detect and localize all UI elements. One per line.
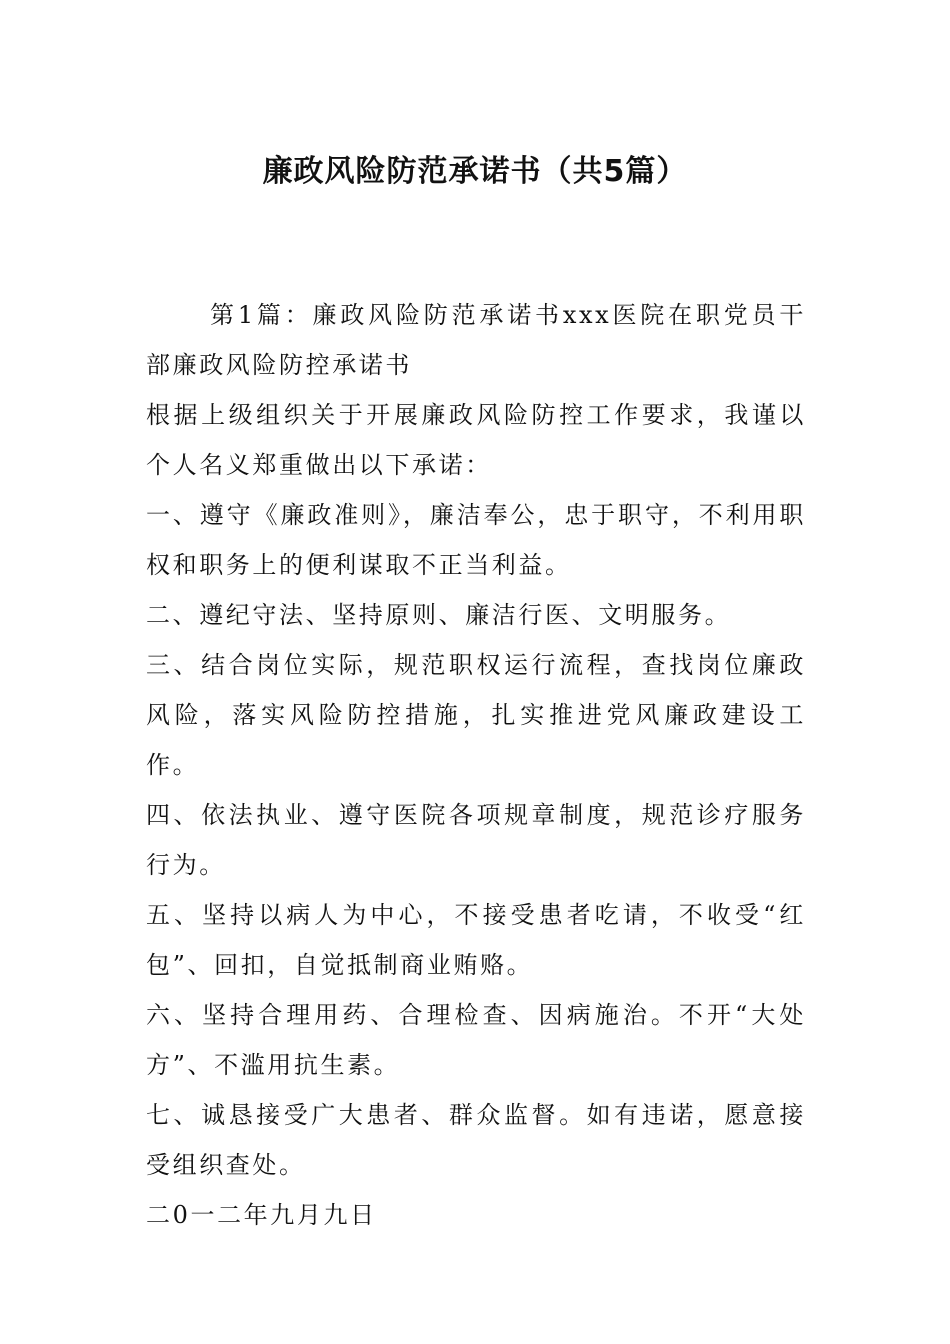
paragraph-item-1: 一、遵守《廉政准则》，廉洁奉公，忠于职守，不利用职权和职务上的便利谋取不正当利益。: [146, 501, 806, 579]
paragraph-item-7: 七、诚恳接受广大患者、群众监督。如有违诺，愿意接受组织查处。: [146, 1101, 806, 1179]
document-body: [146, 290, 806, 1240]
paragraph-item-3: 三、结合岗位实际，规范职权运行流程，查找岗位廉政风险，落实风险防控措施，扎实推进党风廉政建设工作。: [146, 651, 806, 779]
paragraph-intro: 根据上级组织关于开展廉政风险防控工作要求，我谨以个人名义郑重做出以下承诺：: [146, 401, 806, 479]
paragraph-item-5: 五、坚持以病人为中心，不接受患者吃请，不收受“红包”、回扣，自觉抵制商业贿赂。: [146, 901, 806, 979]
paragraph-item-6: 六、坚持合理用药、合理检查、因病施治。不开“大处方”、不滥用抗生素。: [146, 1001, 806, 1079]
paragraph-item-2: 二、遵纪守法、坚持原则、廉洁行医、文明服务。: [146, 601, 732, 629]
date-line: 二0一二年九月九日: [146, 1201, 377, 1229]
paragraph-item-4: 四、依法执业、遵守医院各项规章制度，规范诊疗服务行为。: [146, 801, 806, 879]
document-title: 廉政风险防范承诺书（共5篇）: [262, 154, 688, 189]
paragraph-heading: 第1篇：廉政风险防范承诺书xxx医院在职党员干部廉政风险防控承诺书: [146, 301, 806, 379]
